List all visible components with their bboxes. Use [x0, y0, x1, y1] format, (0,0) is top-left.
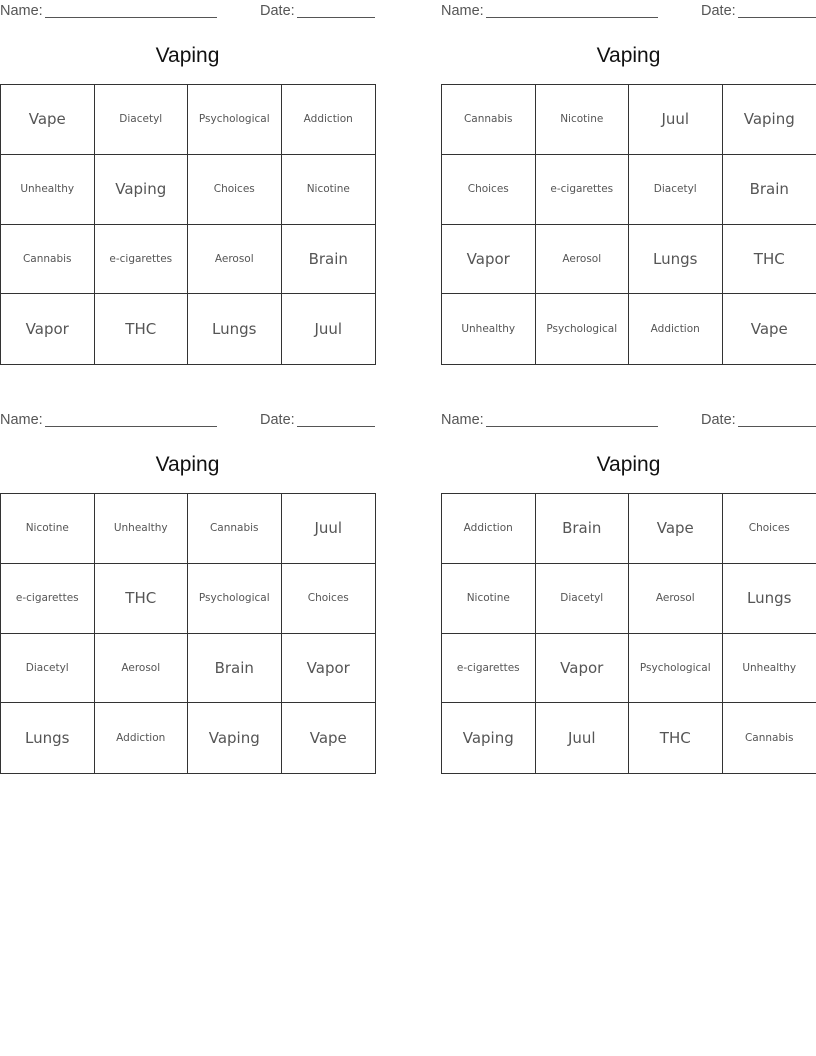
date-label: Date:	[701, 412, 736, 428]
card-title: Vaping	[596, 44, 661, 67]
bingo-cell: Vaping	[188, 703, 282, 773]
name-label: Name:	[0, 412, 43, 428]
bingo-cell: Addiction	[442, 494, 536, 564]
bingo-cell: Unhealthy	[723, 634, 816, 704]
name-line	[45, 17, 217, 18]
bingo-cell: THC	[95, 294, 189, 364]
bingo-cell: Juul	[629, 85, 723, 155]
bingo-cell: Vape	[1, 85, 95, 155]
bingo-cell: Juul	[314, 320, 343, 339]
card-title: Vaping	[596, 453, 661, 476]
bingo-cell: Vaping	[723, 85, 816, 155]
bingo-cell: Addiction	[95, 703, 189, 773]
bingo-cell: Lungs	[188, 294, 282, 364]
bingo-cell: Cannabis	[442, 85, 536, 155]
bingo-grid	[0, 84, 376, 365]
date-label: Date:	[701, 3, 736, 19]
bingo-cell: Cannabis	[188, 494, 282, 564]
bingo-grid	[441, 84, 816, 365]
card-header	[441, 410, 816, 432]
bingo-cell: Diacetyl	[536, 564, 630, 634]
bingo-cell: Nicotine	[1, 494, 95, 564]
bingo-cell: Lungs	[1, 703, 95, 773]
bingo-cell: Choices	[282, 564, 376, 634]
card-title: Vaping	[155, 44, 220, 67]
name-line	[486, 17, 658, 18]
bingo-cell: Vape	[750, 320, 788, 339]
bingo-cell: e-cigarettes	[95, 225, 189, 295]
bingo-cell: Juul	[282, 494, 376, 564]
bingo-cell: Nicotine	[536, 85, 630, 155]
bingo-cell: Cannabis	[744, 732, 794, 745]
bingo-cell: Vapor	[442, 225, 536, 295]
bingo-cell: Lungs	[723, 564, 816, 634]
bingo-cell: Psychological	[188, 85, 282, 155]
bingo-cell: Brain	[188, 634, 282, 704]
bingo-cell: Vapor	[536, 634, 630, 704]
bingo-cell: THC	[629, 703, 723, 773]
bingo-cell: Choices	[442, 155, 536, 225]
bingo-cell: Brain	[723, 155, 816, 225]
bingo-cell: Addiction	[282, 85, 376, 155]
bingo-cell: Vape	[629, 494, 723, 564]
bingo-cell: Diacetyl	[95, 85, 189, 155]
bingo-cell: Aerosol	[188, 225, 282, 295]
bingo-cell: THC	[723, 225, 816, 295]
bingo-grid	[441, 493, 816, 774]
name-line	[45, 426, 217, 427]
bingo-cell: Psychological	[188, 564, 282, 634]
bingo-cell: Nicotine	[442, 564, 536, 634]
bingo-cell: Aerosol	[95, 634, 189, 704]
name-label: Name:	[441, 412, 484, 428]
name-label: Name:	[0, 3, 43, 19]
bingo-cell: e-cigarettes	[1, 564, 95, 634]
bingo-cell: Nicotine	[282, 155, 376, 225]
date-line	[738, 17, 816, 18]
bingo-cell: Psychological	[536, 294, 630, 364]
bingo-grid	[0, 493, 376, 774]
bingo-cell: Diacetyl	[629, 155, 723, 225]
bingo-cell: Lungs	[629, 225, 723, 295]
card-header	[0, 410, 375, 432]
date-label: Date:	[260, 3, 295, 19]
bingo-cell: Aerosol	[536, 225, 630, 295]
bingo-cell: Addiction	[629, 294, 723, 364]
bingo-cell: Brain	[536, 494, 630, 564]
bingo-cell: Vape	[309, 729, 347, 748]
bingo-cell: THC	[95, 564, 189, 634]
date-line	[297, 17, 375, 18]
card-title: Vaping	[155, 453, 220, 476]
bingo-cell: Aerosol	[629, 564, 723, 634]
bingo-cell: Brain	[282, 225, 376, 295]
date-label: Date:	[260, 412, 295, 428]
bingo-cell: Diacetyl	[1, 634, 95, 704]
card-header	[0, 1, 375, 23]
date-line	[297, 426, 375, 427]
bingo-cell: Psychological	[629, 634, 723, 704]
bingo-cell: Unhealthy	[442, 294, 536, 364]
bingo-cell: Vaping	[95, 155, 189, 225]
bingo-cell: Vapor	[1, 294, 95, 364]
bingo-cell: Cannabis	[1, 225, 95, 295]
bingo-cell: e-cigarettes	[536, 155, 630, 225]
date-line	[738, 426, 816, 427]
bingo-cell: Juul	[536, 703, 630, 773]
bingo-cell: Vaping	[442, 703, 536, 773]
card-header	[441, 1, 816, 23]
name-line	[486, 426, 658, 427]
bingo-cell: e-cigarettes	[442, 634, 536, 704]
bingo-cell: Choices	[723, 494, 816, 564]
bingo-cell: Vapor	[282, 634, 376, 704]
bingo-cell: Unhealthy	[95, 494, 189, 564]
bingo-cell: Choices	[188, 155, 282, 225]
name-label: Name:	[441, 3, 484, 19]
bingo-cell: Unhealthy	[1, 155, 95, 225]
